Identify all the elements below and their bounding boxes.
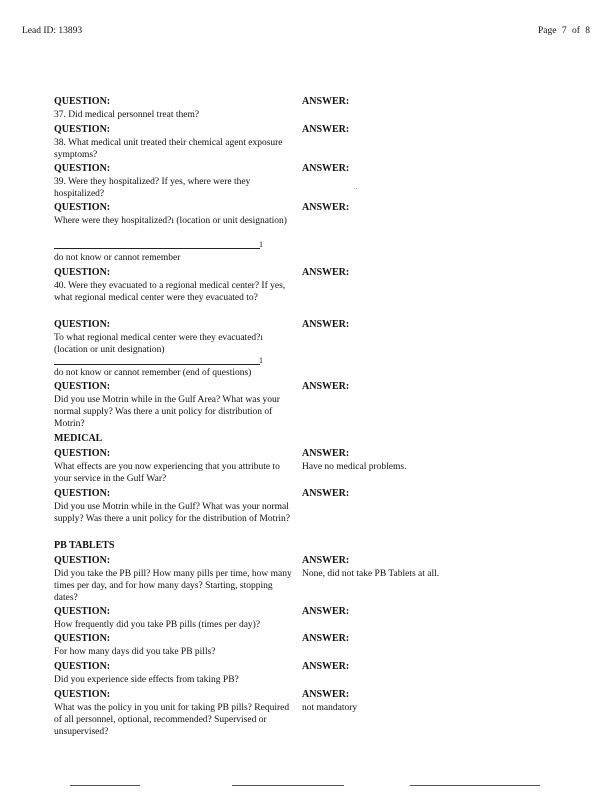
answer-label: ANSWER:: [302, 124, 350, 135]
question-label: QUESTION:: [54, 267, 111, 278]
question-text: 39. Were they hospitalized? If yes, where were they hospitalized?: [54, 177, 251, 199]
question-text: What was the policy in you unit for taking PB pills? Required of all personnel, optional, recommended? Supervised or unsupervised?: [54, 703, 290, 737]
question-text: Did you use Motrin while in the Gulf Area? What was your normal supply? Was there a unit policy for distribution of Motrin?: [54, 395, 280, 429]
answer-block: [302, 606, 542, 619]
question-text: 40. Were they evacuated to a regional medical center? If yes, what regional medical center were they evacuated to?: [54, 281, 286, 303]
dont-know-option: do not know or cannot remember: [54, 253, 181, 263]
answer-label: ANSWER:: [302, 381, 350, 392]
question-block: [54, 267, 294, 304]
question-block: [54, 96, 294, 121]
question-block: [54, 555, 294, 604]
question-block: [54, 488, 294, 525]
answer-block: [302, 267, 542, 280]
blank-line: [54, 248, 260, 249]
blank-line: [54, 364, 260, 365]
question-label: QUESTION:: [54, 555, 111, 566]
answer-block: [302, 488, 542, 501]
answer-label: ANSWER:: [302, 661, 350, 672]
question-text: Did you take the PB pill? How many pills per time, how many times per day, and for how many days? Starting, stopping dates?: [54, 569, 292, 603]
question-label: QUESTION:: [54, 448, 111, 459]
answer-block: [302, 555, 542, 580]
section-heading-pb-tablets: PB TABLETS: [54, 540, 115, 551]
question-block: [54, 381, 294, 430]
answer-block: [302, 163, 542, 176]
question-block: [54, 661, 294, 686]
answer-block: [302, 661, 542, 674]
question-block: [54, 319, 294, 356]
footer-rule: [70, 785, 140, 786]
question-text: Where were they hospitalized?ı (location or unit designation): [54, 216, 287, 226]
lead-id: Lead ID: 13893: [22, 26, 83, 36]
section-heading-medical: MEDICAL: [54, 433, 103, 444]
footer-rule: [410, 785, 540, 786]
answer-block: [302, 124, 542, 137]
question-text: How frequently did you take PB pills (times per day)?: [54, 620, 261, 630]
question-label: QUESTION:: [54, 202, 111, 213]
answer-block: [302, 381, 542, 394]
footer-rule: [232, 785, 344, 786]
answer-label: ANSWER:: [302, 319, 350, 330]
answer-label: ANSWER:: [302, 633, 350, 644]
answer-block: [302, 319, 542, 332]
question-label: QUESTION:: [54, 96, 111, 107]
question-text: Did you use Motrin while in the Gulf? What was your normal supply? Was there a unit policy for the distribution of Motrin?: [54, 502, 290, 524]
answer-block: [302, 689, 542, 714]
question-label: QUESTION:: [54, 689, 111, 700]
page-number: Page 7 of 8: [537, 26, 590, 36]
answer-text: Have no medical problems.: [302, 462, 407, 472]
question-label: QUESTION:: [54, 661, 111, 672]
scan-speck: [356, 188, 357, 189]
question-text: For how many days did you take PB pills?: [54, 647, 216, 657]
answer-label: ANSWER:: [302, 267, 350, 278]
answer-block: [302, 96, 542, 109]
question-block: [54, 689, 294, 738]
question-block: [54, 124, 294, 161]
question-label: QUESTION:: [54, 163, 111, 174]
answer-label: ANSWER:: [302, 555, 350, 566]
question-block: [54, 163, 294, 200]
question-label: QUESTION:: [54, 381, 111, 392]
question-text: Did you experience side effects from taking PB?: [54, 675, 239, 685]
question-label: QUESTION:: [54, 319, 111, 330]
dont-know-option: do not know or cannot remember (end of questions): [54, 368, 252, 378]
answer-label: ANSWER:: [302, 96, 350, 107]
question-label: QUESTION:: [54, 606, 111, 617]
answer-label: ANSWER:: [302, 202, 350, 213]
question-block: [54, 633, 294, 658]
blank-line-mark: 1: [259, 356, 263, 365]
answer-text: not mandatory: [302, 703, 358, 713]
question-label: QUESTION:: [54, 633, 111, 644]
answer-label: ANSWER:: [302, 488, 350, 499]
answer-text: None, did not take PB Tablets at all.: [302, 569, 440, 579]
question-text: 38. What medical unit treated their chemical agent exposure symptoms?: [54, 138, 283, 160]
answer-block: [302, 448, 542, 473]
question-text: To what regional medical center were they evacuated?ı (location or unit designation): [54, 333, 264, 355]
answer-label: ANSWER:: [302, 163, 350, 174]
question-text: What effects are you now experiencing that you attribute to your service in the Gulf War?: [54, 462, 280, 484]
question-label: QUESTION:: [54, 124, 111, 135]
answer-label: ANSWER:: [302, 606, 350, 617]
blank-line-mark: 1: [259, 240, 263, 249]
question-block: [54, 448, 294, 485]
answer-label: ANSWER:: [302, 689, 350, 700]
question-label: QUESTION:: [54, 488, 111, 499]
question-text: 37. Did medical personnel treat them?: [54, 110, 200, 120]
question-block: [54, 606, 294, 631]
question-block: [54, 202, 294, 227]
answer-label: ANSWER:: [302, 448, 350, 459]
answer-block: [302, 202, 542, 215]
answer-block: [302, 633, 542, 646]
